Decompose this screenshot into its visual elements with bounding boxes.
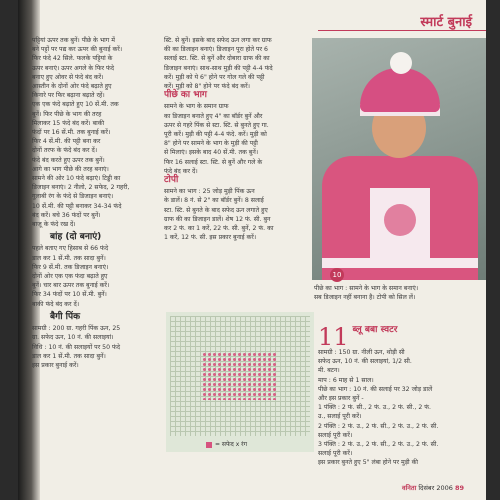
text-column-3 <box>318 326 486 468</box>
chart-motif <box>202 352 278 400</box>
text-line: सफेद ऊन, 10 नं. की सलाइयां, 1/2 सी. <box>318 358 412 366</box>
text-line: बुनें। चार बार ऊपर तक बुनाई करें। <box>32 282 110 290</box>
text-line: उ., सलाई पूरी करें। <box>318 413 362 421</box>
section-title: स्मार्ट बुनाई <box>420 15 472 30</box>
text-line: दोनों तरफ के फंदे बंद कर दें। <box>32 147 98 155</box>
text-line: 3 पंक्ति : 2 फं. उ., 2 फं. सी., 2 फं. उ., 2 फं. सी. <box>318 441 439 449</box>
text-line: ग्रा. सफेद ऊन, 10 नं. की सलाइयां। <box>32 334 114 342</box>
text-line: की का डिजाइन बनाएं। डिजाइन पूरा होते पर 6 <box>164 46 268 54</box>
text-line: पूरी करें। मुड़ी की पट्टी 4-4 फंदे. करें। मुड़ी को <box>164 131 267 139</box>
text-line: फंदे बंद कर दें। <box>164 167 198 175</box>
text-line: पट्टियां ऊपर तक बुनें। पीछे के भाग में <box>32 37 115 44</box>
text-line: फिर फंदे 42 सिले. फलके पट्टियां के <box>32 55 113 63</box>
header-rule <box>318 30 486 31</box>
text-line: सामग्री : 200 ग्रा. गहरी पिंक ऊन, 25 <box>32 325 121 333</box>
text-line: का डिजाइन बनाते हुए 4" का बॉर्डर बुनें और <box>164 112 263 120</box>
text-line: करें। मुड़ी को 8" होने पर फंदे बंद करें। <box>164 83 250 91</box>
text-line: आस्तीन के दोनों ओर फंदे बढ़ाते हुए <box>32 83 112 91</box>
text-line: फिर 16 सलाई स्टा. स्टि. से बुनें और गले के <box>164 158 263 166</box>
text-line: करें। मुड़ी को ये 6" होने पर गोल गले की पट्टी <box>164 73 265 81</box>
pattern-title: ब्लू बेबी स्वेटर <box>352 326 398 335</box>
text-line: माप : 6 माह से 1 साल। <box>318 376 374 384</box>
text-line: से मिलाएं। इसके बाद 40 सें.मी. तक बुनें। <box>164 149 259 157</box>
text-line: मी. बटन। <box>318 367 340 375</box>
text-line: पहले बताए गए हिसाब से 66 फंदे <box>32 245 109 253</box>
text-line: 1 पंक्ति : 2 फं. सी., 2 फं. उ., 2 फं. सी., 2 फं. <box>318 404 432 412</box>
text-line: ऊपर से गहरे पिंक से स्टा. स्टि. से बुनते हुए गा. <box>164 121 269 129</box>
text-line: इस प्रकार बुनते हुए 5" लंबा होने पर मुड़ी की <box>318 459 418 467</box>
text-line: फंदे बंद करते हुए ऊपर तक बुनें। <box>32 156 105 164</box>
text-line: बंद करें। बचे 36 फंदों पर बुनें। <box>32 211 101 219</box>
text-line: इस प्रकार बुनाई करें। <box>32 361 79 369</box>
text-line: गुलाबी रंग के फंदे से डिजाइन बनाएं। <box>32 193 114 201</box>
text-line: ऊपर बनाएं। ऊपर अगले के फिर फंदे <box>32 64 115 72</box>
text-line: एक एक फंदे बढ़ाते हुए 10 सें.मी. तक <box>32 101 119 109</box>
subhead-baggy-pink: बैगी पिंक <box>50 311 81 322</box>
text-line: डिजाइन बनाएं। साथ-साथ मुड़ी की पट्टी 4-4 फंदे <box>164 64 273 72</box>
section-back-part: पीछे का भाग <box>164 90 207 101</box>
text-line: बनाए हुए ओवर से फंदे बंद करें। <box>32 73 104 81</box>
section-cap: टोपी <box>164 175 179 186</box>
text-line: बने पट्टों पर पद्य कर ऊपर की बुनाई करें। <box>32 46 123 54</box>
text-line: दोनों ओर एक एक फंदा बढ़ाते हुए <box>32 273 108 281</box>
text-line: और इस प्रकार बुनें - <box>318 395 364 403</box>
text-line: 2 पंक्ति : 2 फं. उ., 2 फं. सी., 2 फं. उ., 2 फं. सी. <box>318 422 439 430</box>
photo-caption: पीछे का भाग : सामने के भाग के समान बनाएं। सब डिजाइन नहीं बनाना है। टोपी को सिल लें। <box>314 285 419 301</box>
text-line: किनारे पर फिर बढ़ाना बढ़ाते रहें। <box>32 92 105 100</box>
text-line: स्टि. से बुनें। इसके बाद सफेद ऊन लगा कर ग्राफ <box>164 37 272 44</box>
text-column-2 <box>164 36 324 242</box>
text-line: डाल कर 1 सें.मी. तक सादा बुनें। <box>32 254 106 262</box>
text-line: सलाई पूरी करें। <box>318 450 353 458</box>
text-line: बाजू के फंदे रख दें। <box>32 221 76 229</box>
text-line: कर 2 फं. का 1 करें, 22 फं. सी. बुनें, 2 फं. का <box>164 225 274 233</box>
text-line: पीछे का भाग : 10 नं. की सलाई पर 32 जोड़ डालें <box>318 385 433 393</box>
text-line: 1 करें, 12 फं. सी. इस प्रकार बुनाई करें। <box>164 234 257 242</box>
text-line: आगे का भाग पीछे की तरह बनाएं। <box>32 165 109 173</box>
pattern-number-badge: 10 <box>330 268 344 282</box>
text-line: सलाई स्टा. स्टि. से बुनें और दोबारा ग्राफ की का <box>164 55 270 63</box>
text-line: सामने का भाग : 25 जोड़ मुड़ी पिंक ऊन <box>164 188 255 196</box>
text-line: फिर 34 फंदों पर 10 सें.मी. बुनें। <box>32 291 107 299</box>
text-line: बाकी फंदे बंद कर दें। <box>32 300 80 308</box>
text-line: फिर 9 सें.मी. तक डिजाइन बनाएं। <box>32 263 109 271</box>
text-line: सामग्री : 150 ग्रा. नीली ऊन, थोड़ी सी <box>318 349 405 356</box>
section-header <box>318 12 486 34</box>
text-line: बुनें। फिर पीछे के भाग की तरह <box>32 110 102 118</box>
text-line: 8" होने पर सामने के भाग के मुड़ी की पट्टी <box>164 140 258 148</box>
child-sweater-photo <box>312 38 486 280</box>
text-line: मिलाकर 15 फंदे बंद करें। बाकी <box>32 119 105 127</box>
text-line: फंदों पर 16 सें.मी. तक बुनाई करें। <box>32 129 111 137</box>
magazine-page <box>18 0 486 500</box>
text-line: ग्राफ की का डिजाइन डालें। शेष 12 फं. सी. बुन <box>164 215 271 223</box>
text-line: डाल कर 1 सें.मी. तक सादा बुनें। <box>32 352 106 360</box>
page-footer: वनिता दिसंबर 2006 89 <box>401 484 464 492</box>
knitting-pattern-chart <box>166 312 314 452</box>
text-line: डिजाइन बनाएं। 2 नीलो, 2 सफेद, 2 गहरी, <box>32 184 130 192</box>
text-line: विधि : 10 नं. की सलाइयों पर 50 फंदे <box>32 343 121 351</box>
text-line: सामने के भाग के समान ग्राफ <box>164 103 229 111</box>
chart-legend: = सफेद x रंग <box>206 440 247 448</box>
pattern-number: 11 <box>318 326 349 351</box>
text-line: 10 सें.मी. की पट्टी बनाकर 34-34 फंदे <box>32 202 122 210</box>
text-column-1 <box>32 36 157 370</box>
text-line: स्टा. स्टि. से बुनते के बाद सफेद ऊन लगाते हुए <box>164 206 268 214</box>
text-line: सलाई पूरी करें। <box>318 431 353 439</box>
text-line: के डालें। 8 नं. से 2" का बॉर्डर बुनें। 8 सलाई <box>164 197 264 205</box>
text-line: फिर 4 सें.मी. की पट्टी बना कर <box>32 138 101 146</box>
text-line: सामने की ओर 10 फंदे बढ़ाएं। टिड्डी का <box>32 175 121 183</box>
subhead-sleeves: बांह (दो बनाएं) <box>50 232 102 243</box>
